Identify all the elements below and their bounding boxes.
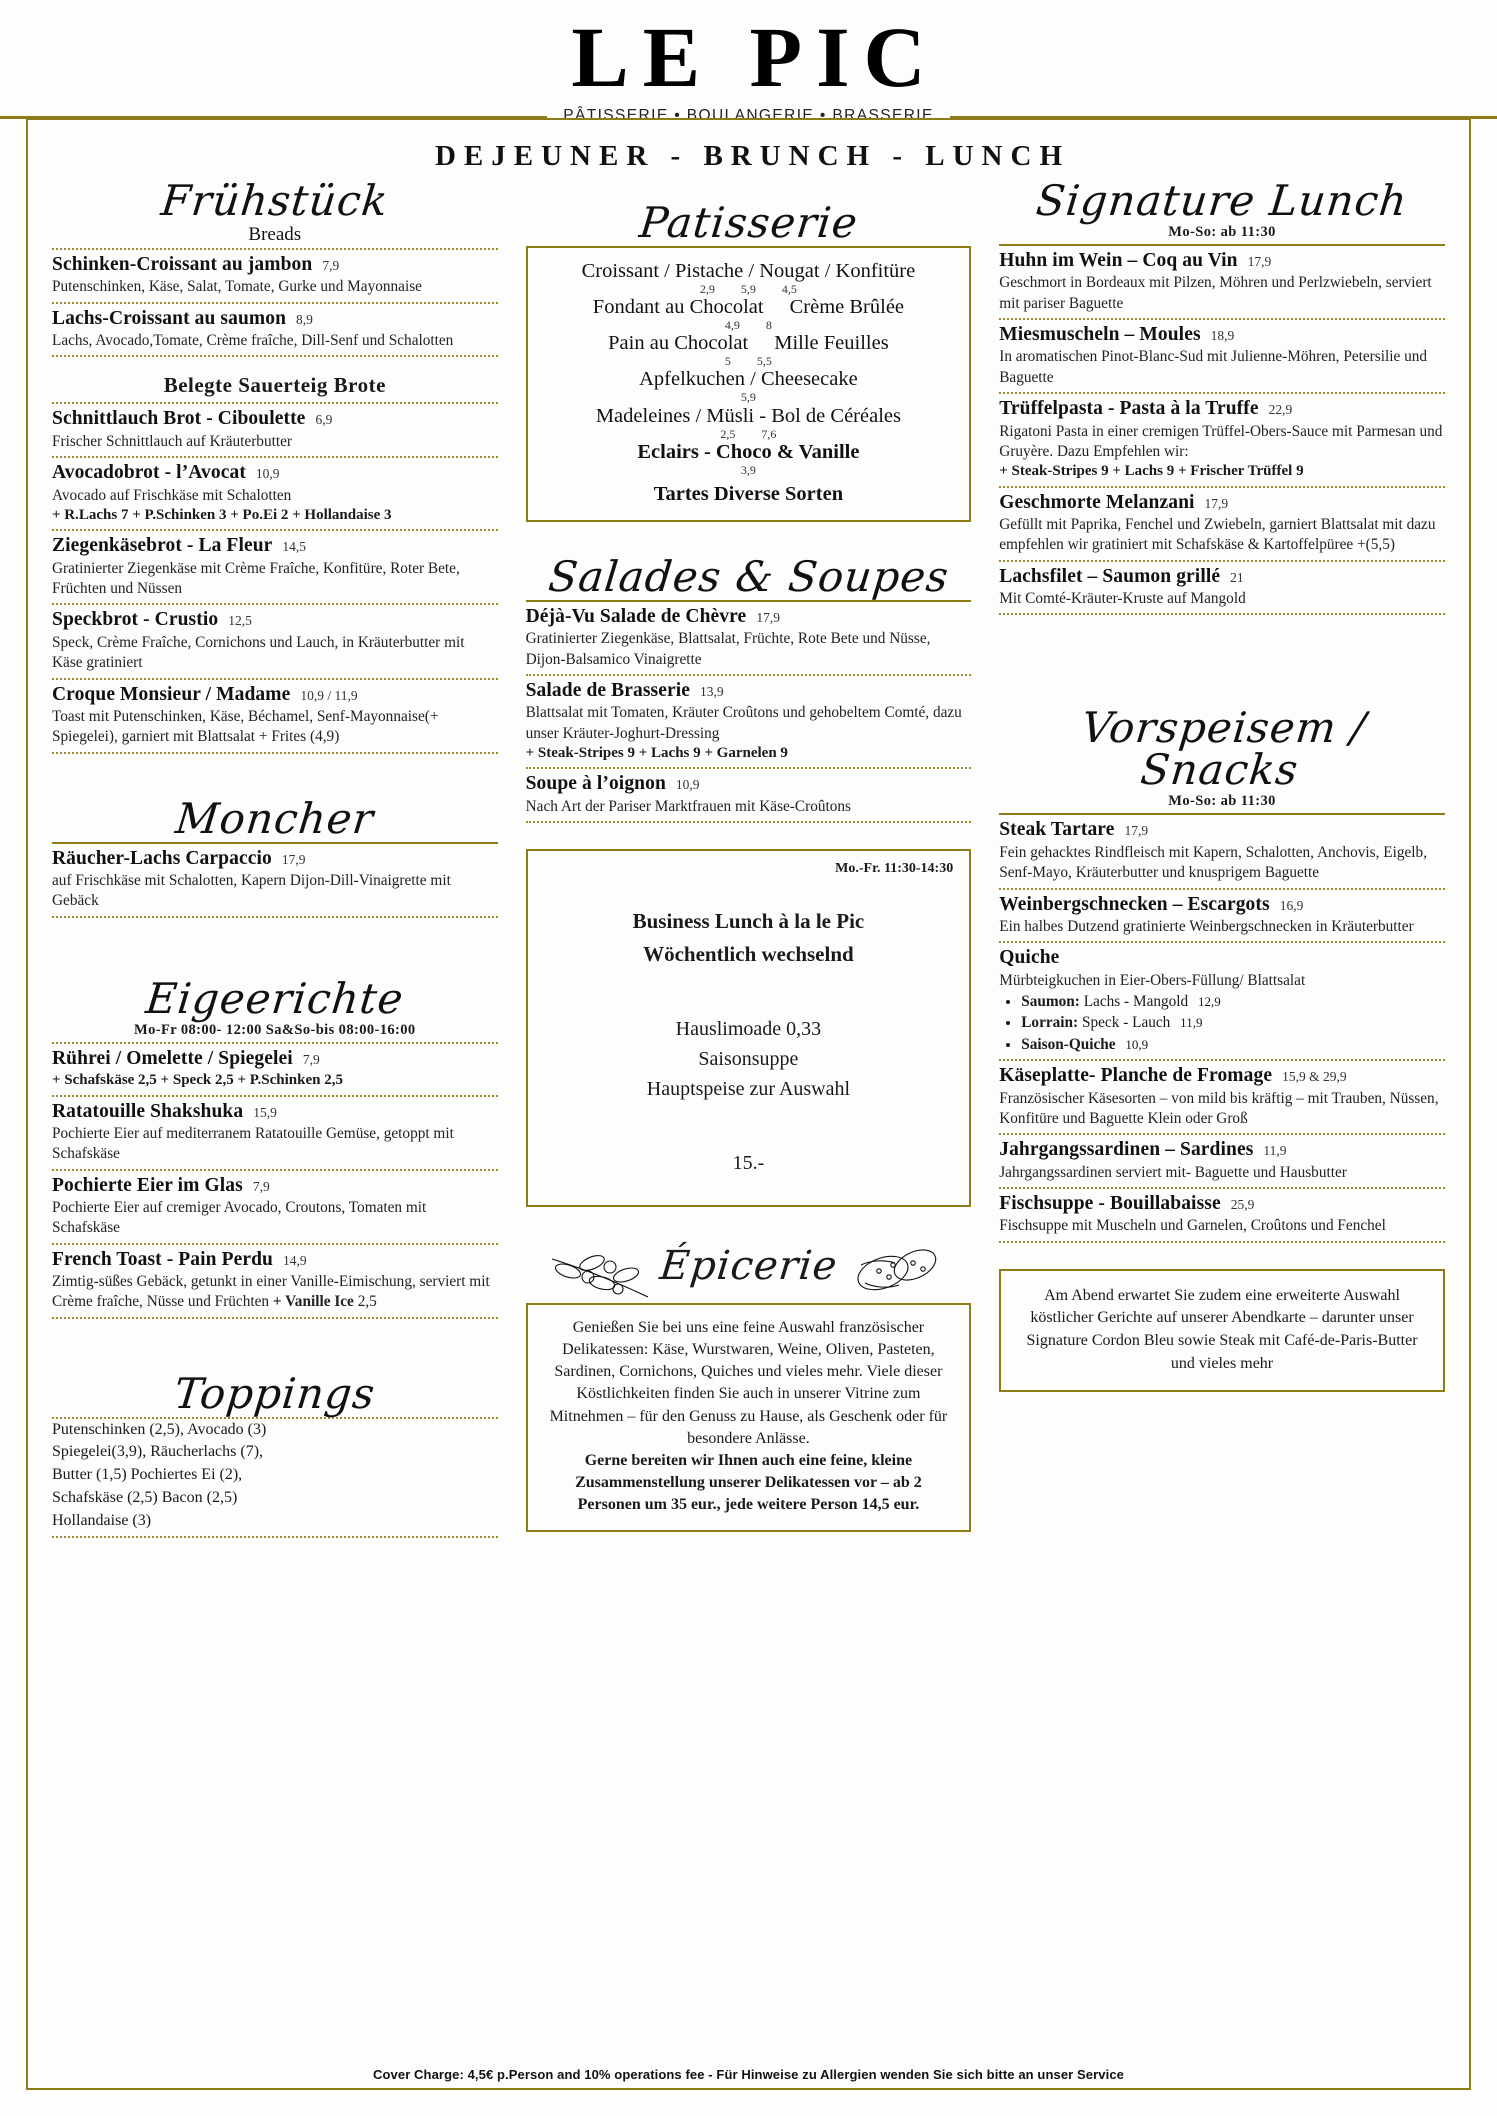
item-price: 10,9 xyxy=(675,777,700,793)
divider xyxy=(52,1536,498,1538)
patisserie-row-prices xyxy=(538,428,960,441)
item-price: 12,5 xyxy=(228,613,252,629)
item-name: Lachs-Croissant au saumon xyxy=(52,307,287,329)
item-price: 7,6 xyxy=(761,426,777,441)
item-price: 4,9 xyxy=(724,318,740,333)
item-price: 8,9 xyxy=(296,311,313,327)
item-price: 8 xyxy=(765,318,772,333)
item-price: 2,9 xyxy=(699,281,715,296)
item-description: auf Frischkäse mit Schalotten, Kapern Dijon-Dill-Vinaigrette mit Gebäck xyxy=(52,871,451,910)
patisserie-row-text: Mille Feuilles xyxy=(774,332,889,355)
section-title-fruhstuck: Frühstück xyxy=(158,176,391,225)
list-item xyxy=(1021,991,1445,1012)
brand-name: LE PIC xyxy=(571,9,940,105)
business-lunch-price: 15.- xyxy=(732,1152,765,1175)
item-header xyxy=(999,1138,1445,1162)
business-lunch-items xyxy=(544,1014,954,1104)
item-price: 10,9 xyxy=(1125,1036,1149,1052)
patisserie-row-text: Pain au Chocolat xyxy=(608,332,749,355)
item-description: Putenschinken, Käse, Salat, Tomate, Gurke und Mayonnaise xyxy=(52,278,422,296)
item-description: In aromatischen Pinot-Blanc-Sud mit Julienne-Möhren, Petersilie und Baguette xyxy=(999,348,1428,386)
quiche-text: Lachs - Mangold xyxy=(1083,992,1189,1010)
item-price: 7,9 xyxy=(252,1178,270,1194)
menu-item xyxy=(52,1044,498,1095)
menu-item xyxy=(999,1189,1445,1241)
list-item: Spiegelei(3,9), Räucherlachs (7), xyxy=(52,1443,264,1461)
item-name: Trüffelpasta - Pasta à la Truffe xyxy=(999,398,1259,420)
section-title-brote: Belegte Sauerteig Brote xyxy=(163,373,386,398)
quiche-options xyxy=(1021,991,1445,1055)
menu-item xyxy=(999,394,1445,486)
list-item xyxy=(1021,1034,1445,1055)
item-name: Ziegenkäsebrot - La Fleur xyxy=(52,535,273,557)
item-header xyxy=(52,847,498,871)
item-name: Geschmorte Melanzani xyxy=(999,491,1195,513)
patisserie-row-text: Eclairs - Choco & Vanille xyxy=(637,440,860,463)
item-price: 25,9 xyxy=(1230,1196,1255,1212)
signature-lunch-hours: Mo-So: ab 11:30 xyxy=(1168,224,1276,240)
item-name: Rührei / Omelette / Spiegelei xyxy=(52,1047,293,1069)
section-title-vorspeisen: Vorspeisem / Snacks xyxy=(1079,703,1370,795)
item-price: 16,9 xyxy=(1279,897,1304,913)
divider xyxy=(52,355,498,357)
patisserie-row-text: Fondant au Chocolat xyxy=(592,296,764,319)
item-header xyxy=(52,1047,498,1071)
patisserie-row-prices xyxy=(538,319,960,332)
item-price: 14,9 xyxy=(283,1252,307,1268)
patisserie-row-text: Crème Brûlée xyxy=(789,296,905,319)
evening-note: Am Abend erwartet Sie zudem eine erweiterte Auswahl köstlicher Gerichte auf unserer Abendkarte – darunter unser Signature Cordon Bleu sowie Steak mit Café-de-Paris-Butter und vieles mehr xyxy=(999,1269,1445,1392)
column-right xyxy=(985,176,1459,1538)
menu-item xyxy=(999,943,1445,1059)
item-description-text: Zimtig-süßes Gebäck, getunkt in einer Vanille-Eimischung, serviert mit Crème fraîche, Nüsse und Früchten xyxy=(52,1273,490,1311)
brand-tagline: PÂTISSERIE • BOULANGERIE • BRASSERIE xyxy=(547,107,949,125)
item-description: Gratinierter Ziegenkäse mit Crème Fraîche, Konfitüre, Roter Bete, Früchten und Nüssen xyxy=(52,559,460,598)
menu-columns xyxy=(38,176,1459,1538)
epicerie-paragraph: Genießen Sie bei uns eine feine Auswahl französischer Delikatessen: Käse, Wurstwaren, Weine, Oliven, Pasteten, Sardinen, Cornichons, Quiches und vieles mehr. Viele dieser Köstlichkeiten finden Sie auch in unserer Vitrine zum Mitnehmen – für den Genuss zu Hause, als Geschenk oder für besondere Anlässe. xyxy=(549,1319,948,1447)
item-price: 2,5 xyxy=(720,426,736,441)
section-title-toppings: Toppings xyxy=(171,1368,378,1418)
item-price: 22,9 xyxy=(1268,402,1293,418)
item-price: 14,5 xyxy=(282,539,307,555)
quiche-label: Saumon: xyxy=(1021,992,1080,1010)
item-price: 17,9 xyxy=(1247,254,1272,269)
patisserie-row-text: Croissant / Pistache / Nougat / Konfitüre xyxy=(581,260,916,282)
patisserie-row-prices xyxy=(538,355,960,368)
menu-item xyxy=(999,488,1445,560)
item-header xyxy=(999,818,1445,842)
item-description: Lachs, Avocado,Tomate, Crème fraîche, Dill-Senf und Schalotten xyxy=(52,332,454,350)
item-price: 5,9 xyxy=(740,390,756,405)
menu-item xyxy=(52,1245,498,1317)
item-description-bold: + Vanille Ice xyxy=(272,1293,354,1311)
menu-item xyxy=(999,320,1445,392)
patisserie-row-prices xyxy=(538,283,960,296)
menu-item xyxy=(999,246,1445,318)
item-price: 11,9 xyxy=(1263,1143,1287,1159)
item-price: 3,9 xyxy=(740,462,756,477)
item-price: 17,9 xyxy=(281,851,306,867)
item-description: Fein gehacktes Rindfleisch mit Kapern, Schalotten, Anchovis, Eigelb, Senf-Mayo, Kräuterbutter und knusprigem Baguette xyxy=(999,843,1428,882)
menu-item xyxy=(52,680,498,752)
item-name: Steak Tartare xyxy=(999,819,1115,841)
item-addons: + Steak-Stripes 9 + Lachs 9 + Frischer Trüffel 9 xyxy=(999,463,1304,480)
menu-item xyxy=(526,602,972,674)
item-name: Schinken-Croissant au jambon xyxy=(52,254,313,275)
item-description: Geschmort in Bordeaux mit Pilzen, Möhren und Perlzwiebeln, serviert mit pariser Baguette xyxy=(999,274,1432,312)
menu-item xyxy=(52,304,498,356)
item-price: 5,9 xyxy=(740,281,756,296)
item-description: Blattsalat mit Tomaten, Kräuter Croûtons und gehobeltem Comté, dazu unser Kräuter-Joghurt-Dressing xyxy=(525,704,962,742)
item-price: 7,9 xyxy=(322,258,340,273)
item-description: Toast mit Putenschinken, Käse, Béchamel, Senf-Mayonnaise(+ Spiegelei), garniert mit Blattsalat + Frites (4,9) xyxy=(52,707,439,746)
epicerie-header xyxy=(526,1243,972,1303)
toppings-list xyxy=(52,1419,498,1533)
menu-item xyxy=(526,769,972,821)
menu-item xyxy=(999,562,1445,614)
item-header xyxy=(52,534,498,558)
menu-item xyxy=(526,676,972,768)
item-header xyxy=(526,605,972,629)
menu-item xyxy=(52,1097,498,1169)
item-name: Avocadobrot - l’Avocat xyxy=(52,462,246,484)
item-description: Nach Art der Pariser Marktfrauen mit Käse-Croûtons xyxy=(525,797,851,815)
item-description: Mit Comté-Kräuter-Kruste auf Mangold xyxy=(999,590,1246,608)
column-middle xyxy=(512,180,986,1538)
item-addons: + Steak-Stripes 9 + Lachs 9 + Garnelen 9 xyxy=(525,744,788,761)
item-header xyxy=(52,683,498,707)
item-description: Rigatoni Pasta in einer cremigen Trüffel-Obers-Sauce mit Parmesan und Gruyère. Dazu Empfehlen wir: xyxy=(999,422,1443,460)
item-header xyxy=(526,679,972,703)
item-header xyxy=(999,397,1445,421)
business-lunch-title: Business Lunch à la le Pic xyxy=(632,909,865,934)
patisserie-row-text: Tartes Diverse Sorten xyxy=(653,482,844,505)
patisserie-row-text: Apfelkuchen / Cheesecake xyxy=(639,368,858,391)
item-description: Fischsuppe mit Muscheln und Garnelen, Croûtons und Fenchel xyxy=(999,1217,1386,1235)
item-name: Pochierte Eier im Glas xyxy=(52,1174,243,1196)
menu-item xyxy=(52,1171,498,1243)
item-price: 21 xyxy=(1230,569,1244,585)
vorspeisen-hours: Mo-So: ab 11:30 xyxy=(1168,793,1276,810)
item-name: Quiche xyxy=(999,947,1060,969)
item-name: Miesmuscheln – Moules xyxy=(999,324,1201,346)
item-description-tail: 2,5 xyxy=(357,1293,377,1311)
item-price: 15,9 xyxy=(253,1104,277,1120)
item-price: 10,9 / 11,9 xyxy=(300,687,358,703)
list-item: Schafskäse (2,5) Bacon (2,5) xyxy=(52,1488,238,1506)
item-header xyxy=(999,565,1445,589)
item-description: Avocado auf Frischkäse mit Schalotten xyxy=(52,486,292,504)
list-item xyxy=(1021,1012,1445,1033)
item-price: 5,5 xyxy=(756,354,772,369)
item-addons: + Schafskäse 2,5 + Speck 2,5 + P.Schinken 2,5 xyxy=(52,1072,343,1088)
list-item: Hollandaise (3) xyxy=(52,1511,152,1529)
item-name: Räucher-Lachs Carpaccio xyxy=(52,847,272,869)
section-title-moncher: Moncher xyxy=(173,793,377,843)
item-price: 6,9 xyxy=(315,412,333,428)
item-name: Ratatouille Shakshuka xyxy=(52,1100,244,1122)
menu-item xyxy=(52,250,498,302)
item-name: Weinbergschnecken – Escargots xyxy=(999,893,1270,915)
item-header xyxy=(52,407,498,431)
item-header xyxy=(52,608,498,632)
menu-item xyxy=(52,404,498,456)
item-name: Déjà-Vu Salade de Chèvre xyxy=(525,605,747,627)
item-name: French Toast - Pain Perdu xyxy=(52,1248,273,1270)
list-item: Hauptspeise zur Auswahl xyxy=(646,1078,851,1101)
menu-item xyxy=(52,531,498,603)
menu-item xyxy=(999,1135,1445,1187)
business-lunch-hours: Mo.-Fr. 11:30-14:30 xyxy=(835,861,954,877)
item-description: Französischer Käsesorten – von mild bis kräftig – mit Trauben, Nüssen, Konfitüre und Baguette Klein oder Groß xyxy=(999,1089,1439,1127)
item-price: 15,9 & 29,9 xyxy=(1282,1069,1347,1085)
item-header xyxy=(999,323,1445,347)
item-header xyxy=(999,946,1445,970)
list-item: Putenschinken (2,5), Avocado (3) xyxy=(52,1420,267,1438)
column-left xyxy=(38,176,512,1538)
item-description: Speck, Crème Fraîche, Cornichons und Lauch, in Kräuterbutter mit Käse gratiniert xyxy=(52,633,465,672)
business-lunch-box xyxy=(526,849,972,1207)
quiche-text: Speck - Lauch xyxy=(1081,1014,1171,1032)
item-description: Pochierte Eier auf mediterranem Ratatouille Gemüse, getoppt mit Schafskäse xyxy=(52,1124,454,1163)
item-price: 17,9 xyxy=(1204,495,1229,511)
item-description xyxy=(52,1272,498,1313)
patisserie-row xyxy=(538,296,960,319)
item-description: Mürbteigkuchen in Eier-Obers-Füllung/ Blattsalat xyxy=(999,971,1306,989)
item-name: Soupe à l’oignon xyxy=(525,773,666,795)
eigeerichte-hours: Mo-Fr 08:00- 12:00 Sa&So-bis 08:00-16:00 xyxy=(134,1021,416,1038)
section-title-eigeerichte: Eigeerichte xyxy=(143,973,407,1023)
item-name: Speckbrot - Crustio xyxy=(52,609,219,631)
item-description: Gratinierter Ziegenkäse, Blattsalat, Früchte, Rote Bete und Nüsse, Dijon-Balsamico Vinaigrette xyxy=(525,630,931,668)
section-title-patisserie: Patisserie xyxy=(636,198,861,247)
fruhstuck-subtitle: Breads xyxy=(248,224,302,245)
item-name: Huhn im Wein – Coq au Vin xyxy=(999,250,1238,271)
item-header xyxy=(999,1192,1445,1216)
menu-item xyxy=(999,815,1445,887)
item-description: Frischer Schnittlauch auf Kräuterbutter xyxy=(52,432,292,450)
item-price: 5 xyxy=(724,354,731,369)
item-header xyxy=(999,249,1445,273)
menu-item xyxy=(52,844,498,916)
list-item: Butter (1,5) Pochiertes Ei (2), xyxy=(52,1466,243,1484)
patisserie-row-text: Madeleines / Müsli - Bol de Céréales xyxy=(595,404,901,427)
section-title-signature-lunch: Signature Lunch xyxy=(1034,176,1411,225)
item-header xyxy=(52,307,498,331)
item-header xyxy=(52,461,498,485)
quiche-label: Lorrain: xyxy=(1021,1014,1079,1032)
epicerie-box xyxy=(526,1303,972,1532)
item-description: Jahrgangssardinen serviert mit- Baguette und Hausbutter xyxy=(999,1163,1347,1181)
item-price: 4,5 xyxy=(781,281,797,296)
menu-banner: DEJEUNER - BRUNCH - LUNCH xyxy=(434,140,1070,172)
item-price: 11,9 xyxy=(1180,1015,1203,1031)
item-description: Gefüllt mit Paprika, Fenchel und Zwiebeln, garniert Blattsalat mit dazu empfehlen wir gratiniert mit Schafskäse & Kartoffelpüree +(5,5) xyxy=(999,516,1436,554)
item-name: Salade de Brasserie xyxy=(525,679,690,701)
item-name: Jahrgangssardinen – Sardines xyxy=(999,1139,1254,1161)
item-price: 10,9 xyxy=(255,466,280,482)
item-header xyxy=(52,1100,498,1124)
item-name: Schnittlauch Brot - Ciboulette xyxy=(52,408,306,430)
item-header xyxy=(526,772,972,796)
list-item: Saisonsuppe xyxy=(698,1048,799,1071)
quiche-label: Saison-Quiche xyxy=(1021,1035,1116,1053)
item-header xyxy=(999,893,1445,917)
item-header xyxy=(52,1174,498,1198)
business-lunch-subtitle: Wöchentlich wechselnd xyxy=(643,941,854,966)
item-header xyxy=(999,491,1445,515)
menu-item xyxy=(999,1061,1445,1133)
item-price: 7,9 xyxy=(302,1051,320,1067)
divider xyxy=(999,1241,1445,1243)
item-description: Pochierte Eier auf cremiger Avocado, Croutons, Tomaten mit Schafskäse xyxy=(52,1198,427,1237)
item-price: 12,9 xyxy=(1198,993,1221,1009)
footer-note: Cover Charge: 4,5€ p.Person and 10% operations fee - Für Hinweise zu Allergien wenden Sie sich bitte an unser Service xyxy=(373,2067,1124,2082)
brand-header xyxy=(0,0,1497,126)
item-addons: + R.Lachs 7 + P.Schinken 3 + Po.Ei 2 + Hollandaise 3 xyxy=(52,506,392,523)
patisserie-box xyxy=(526,246,972,522)
menu-item xyxy=(52,458,498,529)
item-name: Croque Monsieur / Madame xyxy=(52,683,291,705)
item-header xyxy=(999,1064,1445,1088)
menu-item xyxy=(52,605,498,677)
item-price: 17,9 xyxy=(1124,823,1149,839)
item-description: Ein halbes Dutzend gratinierte Weinbergschnecken in Kräuterbutter xyxy=(999,917,1414,935)
item-name: Lachsfilet – Saumon grillé xyxy=(999,565,1221,587)
item-price: 17,9 xyxy=(756,609,780,625)
list-item: Hauslimoade 0,33 xyxy=(675,1018,822,1041)
item-header xyxy=(52,1248,498,1272)
menu-item xyxy=(999,890,1445,942)
section-title-salades: Salades & Soupes xyxy=(545,551,952,601)
item-header xyxy=(52,253,498,277)
item-name: Fischsuppe - Bouillabaisse xyxy=(999,1192,1221,1214)
patisserie-row xyxy=(538,332,960,355)
section-title-epicerie: Épicerie xyxy=(657,1243,840,1290)
item-name: Käseplatte- Planche de Fromage xyxy=(999,1065,1273,1087)
item-price: 18,9 xyxy=(1210,328,1235,344)
item-price: 13,9 xyxy=(700,683,724,699)
epicerie-offer: Gerne bereiten wir Ihnen auch eine feine, kleine Zusammenstellung unserer Delikatessen vor – ab 2 Personen um 35 eur., jede weitere Person 14,5 eur. xyxy=(575,1451,922,1513)
